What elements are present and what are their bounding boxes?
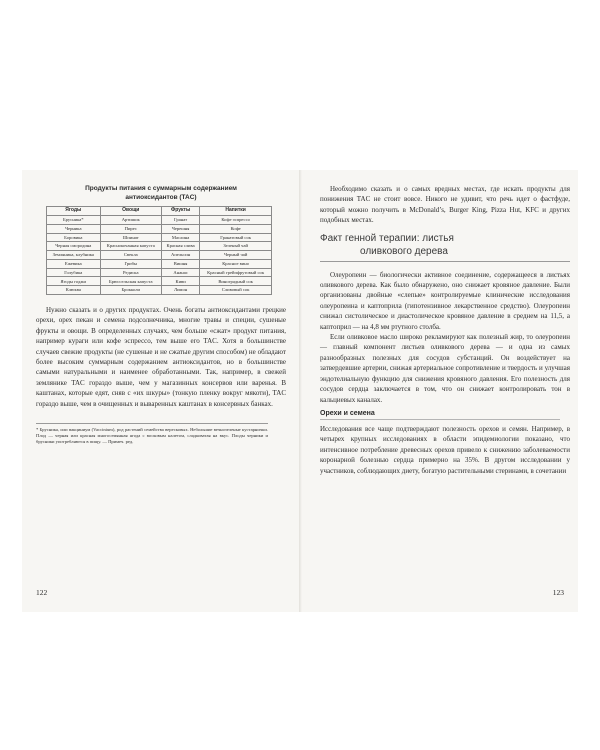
table-cell: Клюква (47, 286, 101, 295)
right-page (320, 184, 570, 476)
header-berries: Ягоды (47, 207, 101, 216)
table-header-row (47, 207, 272, 216)
antioxidant-table (46, 206, 272, 295)
table-cell: Земляника, клубника (47, 251, 101, 260)
header-drinks: Напитки (200, 207, 272, 216)
table-cell: Гранатовый сок (200, 233, 272, 242)
left-paragraph: Нужно сказать и о других продуктах. Очень богаты антиоксидантами грецкие орехи, орех пекан и семена подсолнечника, многие травы и специи, сушеные фрукты и овощи. В определенных случаях, чем больше «сжат» продукт питания, например кураги или кофе эспрессо, тем выше его TAC. Хотя в большинстве случаев свежие продукты (не сушеные и не сжатые другим способом) не обладают более высоким суммарным содержанием антиоксидантов, но в большинстве самыми натуральными и наименее обработанными. Так, например, в свежей землянике TAC гораздо выше, чем у магазинных консервов или варенья. В каштанах, которые едят, сняв с «их шкуры» (тонкую пленку вокруг мякоти), TAC гораздо выше, чем в очищенных и вываренных каштанах в консервных банках. (36, 306, 286, 408)
table-cell: Кофе эспрессо (200, 215, 272, 224)
table-cell: Свекла (100, 251, 161, 260)
paragraph-nuts: Исследования все чаще подтверждают полезность орехов и семян. Например, в четырех крупных исследованиях в области эпидемиологии показано, что интенсивное потребление древесных орехов привело к снижению заболеваемости коронарной болезнью сердца примерно на 35%. В другом исследовании у участников, соблюдающих диету, богатую растительными стеринами, в сочетании (320, 424, 570, 475)
table-cell: Брусника* (47, 215, 101, 224)
footnote: * Брусника, или вакциниум (Vaccinium), род растений семейства вересковых. Небольшие вечнозеленые кустарнички. Плод — черная или красная многосемянная ягода с восковым налетом, сладковатая на вкус. Плоды черники и брусники употребляются в пищу. — Примеч. ред. (36, 423, 268, 446)
table-row (47, 259, 272, 268)
book-gutter (299, 170, 302, 612)
subheading-divider (320, 419, 560, 420)
table-cell: Шпинат (100, 233, 161, 242)
table-cell: Гранат (161, 215, 199, 224)
table-cell: Сливовый сок (200, 286, 272, 295)
table-cell: Ягоды годжи (47, 277, 101, 286)
intro-paragraph: Необходимо сказать и о самых вредных местах, где искать продукты для понижения TAC не стоит вовсе. Никого не удивит, что речь идет о фастфуде, который можно получить в McDonald’s, Burger King, Pizza Hut, KFC и других подобных местах. (320, 185, 570, 225)
table-cell: Красное вино (200, 259, 272, 268)
table-cell: Грибы (100, 259, 161, 268)
table-cell: Маслина (161, 233, 199, 242)
table-cell: Черника (47, 224, 101, 233)
table-row (47, 277, 272, 286)
page-number-left: 122 (36, 588, 48, 597)
section-heading (320, 232, 570, 262)
table-cell: Лимон (161, 286, 199, 295)
table-cell: Киви (161, 277, 199, 286)
table-row (47, 233, 272, 242)
table-cell: Артишок (100, 215, 161, 224)
table-cell: Зеленый чай (200, 242, 272, 251)
table-cell: Черный чай (200, 251, 272, 260)
subheading: Орехи и семена (320, 409, 375, 417)
section-heading-line2: оливкового дерева (360, 245, 448, 257)
table-cell: Краснокочанная капуста (100, 242, 161, 251)
table-row (47, 286, 272, 295)
table-cell: Черешня (161, 224, 199, 233)
table-cell: Кофе (200, 224, 272, 233)
table-cell: Черная смородина (47, 242, 101, 251)
table-cell: Брокколи (100, 286, 161, 295)
page-number-right: 123 (552, 588, 564, 597)
table-row (47, 268, 272, 277)
table-row (47, 224, 272, 233)
table-cell: Красная слива (161, 242, 199, 251)
book-spread (22, 170, 578, 612)
header-vegetables: Овощи (100, 207, 161, 216)
table-row (47, 215, 272, 224)
left-page (36, 184, 286, 446)
table-cell: Вишня (161, 259, 199, 268)
table-title-line1: Продукты питания с суммарным содержанием (85, 185, 237, 192)
table-row (47, 251, 272, 260)
table-title-line2: антиоксидантов (TAC) (125, 194, 197, 201)
paragraph-olive-oil: Если оливковое масло широко рекламируют как полезный жир, то олеуропеин — главный компонент листьев оливкового дерева — и одна из самых разнообразных полезных для сосудов субстанций. Он воздействует на затвердевшие артерии, снижая артериальное сопротивление и твердость и улучшая эндотелиальную функцию для снижения кровяного давления. Его полезность для сосудов сердца заключается в том, что он снижает контролировать тон в кальциевых каналах. (320, 333, 570, 404)
table-cell: Апельсин (161, 251, 199, 260)
table-cell: Красный грейпфрутовый сок (200, 268, 272, 277)
table-cell: Ананас (161, 268, 199, 277)
table-cell: Ежевика (47, 259, 101, 268)
table-cell: Боровика (47, 233, 101, 242)
table-row (47, 242, 272, 251)
section-heading-line1: Факт генной терапии: листья (320, 232, 454, 244)
table-cell: Редиска (100, 268, 161, 277)
table-cell: Брюссельская капуста (100, 277, 161, 286)
table-cell: Пирес (100, 224, 161, 233)
table-cell: Голубика (47, 268, 101, 277)
table-cell: Виноградный сок (200, 277, 272, 286)
paragraph-oleuropein: Олеуропеин — биологически активное соединение, содержащееся в листьях оливкового дерева. Как было обнаружено, оно снижает кровяное давление. Были организованы двойные «слепые» контролируемые клинические исследования олеуропеина и каптоприла (гипотензивное лекарственное средство). Олеуропеин снижал систолическое и диастолическое кровяное давление в среднем на 11,5, а каптоприл — на 4,8 мм ртутного столба. (320, 270, 570, 331)
header-fruits: Фрукты (161, 207, 199, 216)
table-title (36, 184, 286, 202)
